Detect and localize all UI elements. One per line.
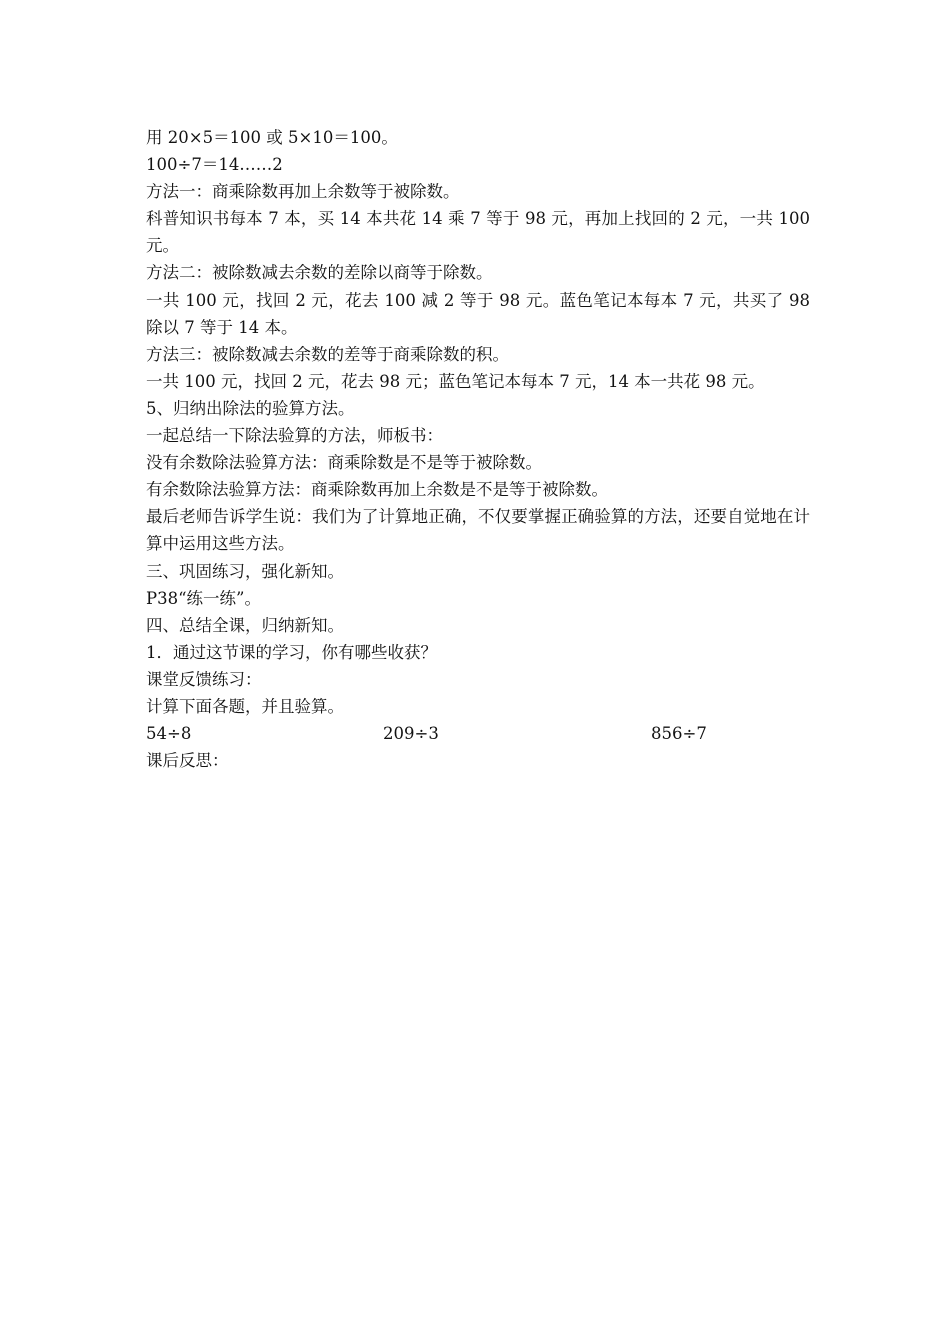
text-line-verify-product: 用 20×5＝100 或 5×10＝100。 bbox=[146, 128, 398, 147]
practice-reference: P38“练一练”。 bbox=[146, 588, 261, 608]
exercise-item: 54÷8 bbox=[146, 724, 192, 744]
method-three-heading: 方法三：被除数减去余数的差等于商乘除数的积。 bbox=[146, 344, 509, 364]
reflection-question: 1．通过这节课的学习，你有哪些收获？ bbox=[146, 642, 437, 662]
text-line-division-equation: 100÷7＝14……2 bbox=[146, 155, 283, 175]
exercise-item: 209÷3 bbox=[383, 724, 439, 744]
teacher-conclusion: 最后老师告诉学生说：我们为了计算地正确，不仅要掌握正确验算的方法，还要自觉地在计算中运用这些方法。 bbox=[146, 507, 810, 554]
exercise-row bbox=[146, 720, 810, 747]
post-class-reflection: 课后反思： bbox=[146, 751, 229, 771]
exercise-item: 856÷7 bbox=[651, 724, 707, 744]
section-three-heading: 三、巩固练习，强化新知。 bbox=[146, 561, 344, 581]
no-remainder-rule: 没有余数除法验算方法：商乘除数是不是等于被除数。 bbox=[146, 453, 542, 473]
section-four-heading: 四、总结全课，归纳新知。 bbox=[146, 615, 344, 635]
method-two-explanation: 一共 100 元，找回 2 元，花去 100 减 2 等于 98 元。蓝色笔记本每本 7 元，共买了 98 除以 7 等于 14 本。 bbox=[146, 290, 810, 337]
method-three-explanation: 一共 100 元，找回 2 元，花去 98 元；蓝色笔记本每本 7 元，14 本一共花 98 元。 bbox=[146, 371, 765, 391]
feedback-practice-heading: 课堂反馈练习： bbox=[146, 669, 262, 689]
summary-intro: 一起总结一下除法验算的方法，师板书： bbox=[146, 426, 443, 446]
method-one-heading: 方法一：商乘除数再加上余数等于被除数。 bbox=[146, 182, 460, 202]
method-one-explanation: 科普知识书每本 7 本，买 14 本共花 14 乘 7 等于 98 元，再加上找回的 2 元，一共 100 元。 bbox=[146, 209, 810, 256]
step-five-heading: 5、归纳出除法的验算方法。 bbox=[146, 398, 355, 418]
remainder-rule: 有余数除法验算方法：商乘除数再加上余数是不是等于被除数。 bbox=[146, 480, 608, 500]
method-two-heading: 方法二：被除数减去余数的差除以商等于除数。 bbox=[146, 263, 493, 283]
exercise-instruction: 计算下面各题，并且验算。 bbox=[146, 696, 344, 716]
document-body bbox=[146, 124, 810, 774]
